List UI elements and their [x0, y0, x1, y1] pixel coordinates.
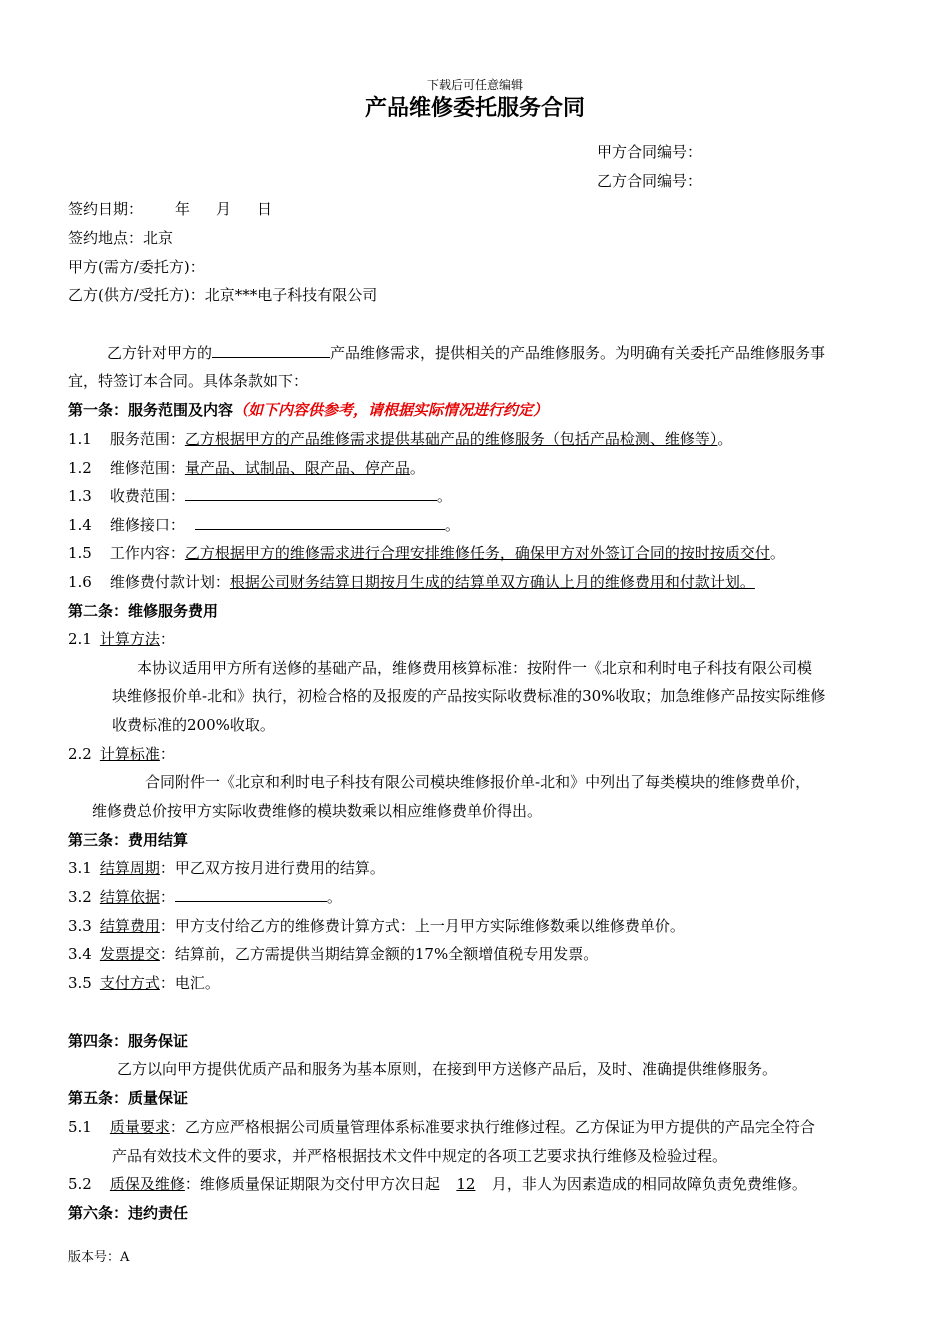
- article-5-heading: 第五条：质量保证: [68, 1089, 189, 1107]
- article-1-title: 第一条：服务范围及内容: [68, 401, 234, 419]
- period: 。: [409, 459, 425, 477]
- section-number: 5.2: [68, 1175, 92, 1193]
- section-number: 2.1: [68, 630, 92, 648]
- section-label: 质量要求: [109, 1118, 170, 1136]
- date-day: 日: [257, 200, 273, 218]
- signing-date-label: 签约日期：: [68, 200, 144, 218]
- item-1-5: [68, 543, 785, 563]
- section-label: 支付方式: [99, 974, 160, 992]
- article-1-note: （如下内容供参考，请根据实际情况进行约定）: [233, 401, 549, 419]
- party-a-contract-no: 甲方合同编号：: [597, 143, 703, 161]
- section-number: 5.1: [68, 1118, 92, 1136]
- item-text: 乙方根据甲方的维修需求进行合理安排维修任务，确保甲方对外签订合同的按时按质交付: [184, 544, 770, 562]
- item-label: 维修范围：: [109, 459, 185, 477]
- party-b: 乙方(供方/受托方)：北京***电子科技有限公司: [68, 286, 378, 304]
- item-1-4: [68, 515, 460, 535]
- section-label: 计算标准: [99, 745, 160, 763]
- section-2-1-line-3: 收费标准的200%收取。: [112, 716, 275, 734]
- article-3-heading: 第三条：费用结算: [68, 831, 189, 849]
- document-title: 产品维修委托服务合同: [364, 96, 585, 121]
- section-number: 2.2: [68, 745, 92, 763]
- section-label: 结算周期: [99, 859, 160, 877]
- colon: ：: [159, 888, 175, 906]
- item-label: 维修接口：: [109, 516, 185, 534]
- item-number: 1.5: [68, 544, 92, 562]
- period: 。: [436, 487, 452, 505]
- section-text: ：乙方应严格根据公司质量管理体系标准要求执行维修过程。乙方保证为甲方提供的产品完全符合: [169, 1118, 815, 1136]
- article-4-text: 乙方以向甲方提供优质产品和服务为基本原则，在接到甲方送修产品后，及时、准确提供维修服务。: [117, 1060, 778, 1078]
- item-1-1: [68, 429, 732, 449]
- section-number: 3.1: [68, 859, 92, 877]
- item-label: 收费范围：: [109, 487, 185, 505]
- repair-contact-blank: [195, 515, 445, 530]
- section-number: 3.3: [68, 917, 92, 935]
- item-text: 乙方根据甲方的产品维修需求提供基础产品的维修服务（包括产品检测、维修等）: [184, 430, 718, 448]
- section-5-1: [68, 1117, 815, 1137]
- item-text: 根据公司财务结算日期按月生成的结算单双方确认上月的维修费用和付款计划。: [229, 573, 755, 591]
- item-number: 1.1: [68, 430, 92, 448]
- section-2-1: [68, 629, 175, 649]
- item-number: 1.2: [68, 459, 92, 477]
- section-3-1: [68, 858, 385, 878]
- version-number: 版本号：A: [68, 1250, 130, 1265]
- intro-line-1: [107, 343, 825, 363]
- section-2-2: [68, 744, 175, 764]
- section-2-2-line-2: 维修费总价按甲方实际收费维修的模块数乘以相应维修费单价得出。: [92, 802, 543, 820]
- party-a: 甲方(需方/委托方)：: [68, 258, 205, 276]
- section-text: ：甲方支付给乙方的维修费计算方式：上一月甲方实际维修数乘以维修费单价。: [159, 917, 685, 935]
- item-label: 维修费付款计划：: [109, 573, 230, 591]
- period: 。: [444, 516, 460, 534]
- intro-line-2: 宜，特签订本合同。具体条款如下：: [68, 372, 309, 390]
- section-number: 3.2: [68, 888, 92, 906]
- section-5-1-line-2: 产品有效技术文件的要求，并严格根据技术文件中规定的各项工艺要求执行维修及检验过程。: [112, 1147, 728, 1165]
- signing-place: 签约地点：北京: [68, 229, 174, 247]
- item-number: 1.4: [68, 516, 92, 534]
- section-number: 3.4: [68, 945, 92, 963]
- section-2-2-line-1: 合同附件一《北京和利时电子科技有限公司模块维修报价单-北和》中列出了每类模块的维修费单价，: [145, 773, 811, 791]
- item-label: 服务范围：: [109, 430, 185, 448]
- item-1-6: [68, 572, 755, 592]
- section-text: ：维修质量保证期限为交付甲方次日起: [184, 1175, 440, 1193]
- warranty-months: 12: [456, 1175, 476, 1193]
- intro-pre: 乙方针对甲方的: [107, 344, 213, 362]
- period: 。: [717, 430, 733, 448]
- section-label: 计算方法: [99, 630, 160, 648]
- section-label: 结算费用: [99, 917, 160, 935]
- section-3-4: [68, 944, 598, 964]
- item-text: 量产品、试制品、限产品、停产品: [184, 459, 410, 477]
- section-text: ：甲乙双方按月进行费用的结算。: [159, 859, 385, 877]
- item-number: 1.6: [68, 573, 92, 591]
- section-text: ：结算前，乙方需提供当期结算金额的17%全额增值税专用发票。: [159, 945, 599, 963]
- section-3-2: [68, 887, 342, 907]
- signing-date: [68, 199, 272, 219]
- section-label: 结算依据: [99, 888, 160, 906]
- date-year: 年: [175, 200, 191, 218]
- article-4-heading: 第四条：服务保证: [68, 1032, 189, 1050]
- party-b-contract-no: 乙方合同编号：: [597, 172, 703, 190]
- item-number: 1.3: [68, 487, 92, 505]
- item-label: 工作内容：: [109, 544, 185, 562]
- section-2-1-line-1: 本协议适用甲方所有送修的基础产品，维修费用核算标准：按附件一《北京和利时电子科技有限公司模: [137, 659, 813, 677]
- edit-tagline: 下载后可任意编辑: [426, 78, 523, 92]
- article-6-heading: 第六条：违约责任: [68, 1204, 189, 1222]
- section-label: 质保及维修: [109, 1175, 185, 1193]
- colon: ：: [159, 630, 175, 648]
- item-1-2: [68, 458, 425, 478]
- section-text-end: 月，非人为因素造成的相同故障负责免费维修。: [491, 1175, 807, 1193]
- article-2-heading: 第二条：维修服务费用: [68, 602, 219, 620]
- product-blank: [212, 343, 330, 358]
- fee-scope-blank: [185, 486, 437, 501]
- section-2-1-line-2: 块维修报价单-北和》执行，初检合格的及报废的产品按实际收费标准的30%收取；加急维修产品按实际维修: [112, 687, 826, 705]
- section-number: 3.5: [68, 974, 92, 992]
- section-text: ：电汇。: [159, 974, 220, 992]
- period: 。: [326, 888, 342, 906]
- colon: ：: [159, 745, 175, 763]
- section-3-3: [68, 916, 685, 936]
- settlement-basis-blank: [175, 887, 327, 902]
- date-month: 月: [216, 200, 232, 218]
- section-5-2: [68, 1174, 807, 1194]
- section-label: 发票提交: [99, 945, 160, 963]
- article-1-heading: [68, 400, 548, 420]
- intro-post: 产品维修需求，提供相关的产品维修服务。为明确有关委托产品维修服务事: [330, 344, 826, 362]
- period: 。: [769, 544, 785, 562]
- section-3-5: [68, 973, 220, 993]
- item-1-3: [68, 486, 452, 506]
